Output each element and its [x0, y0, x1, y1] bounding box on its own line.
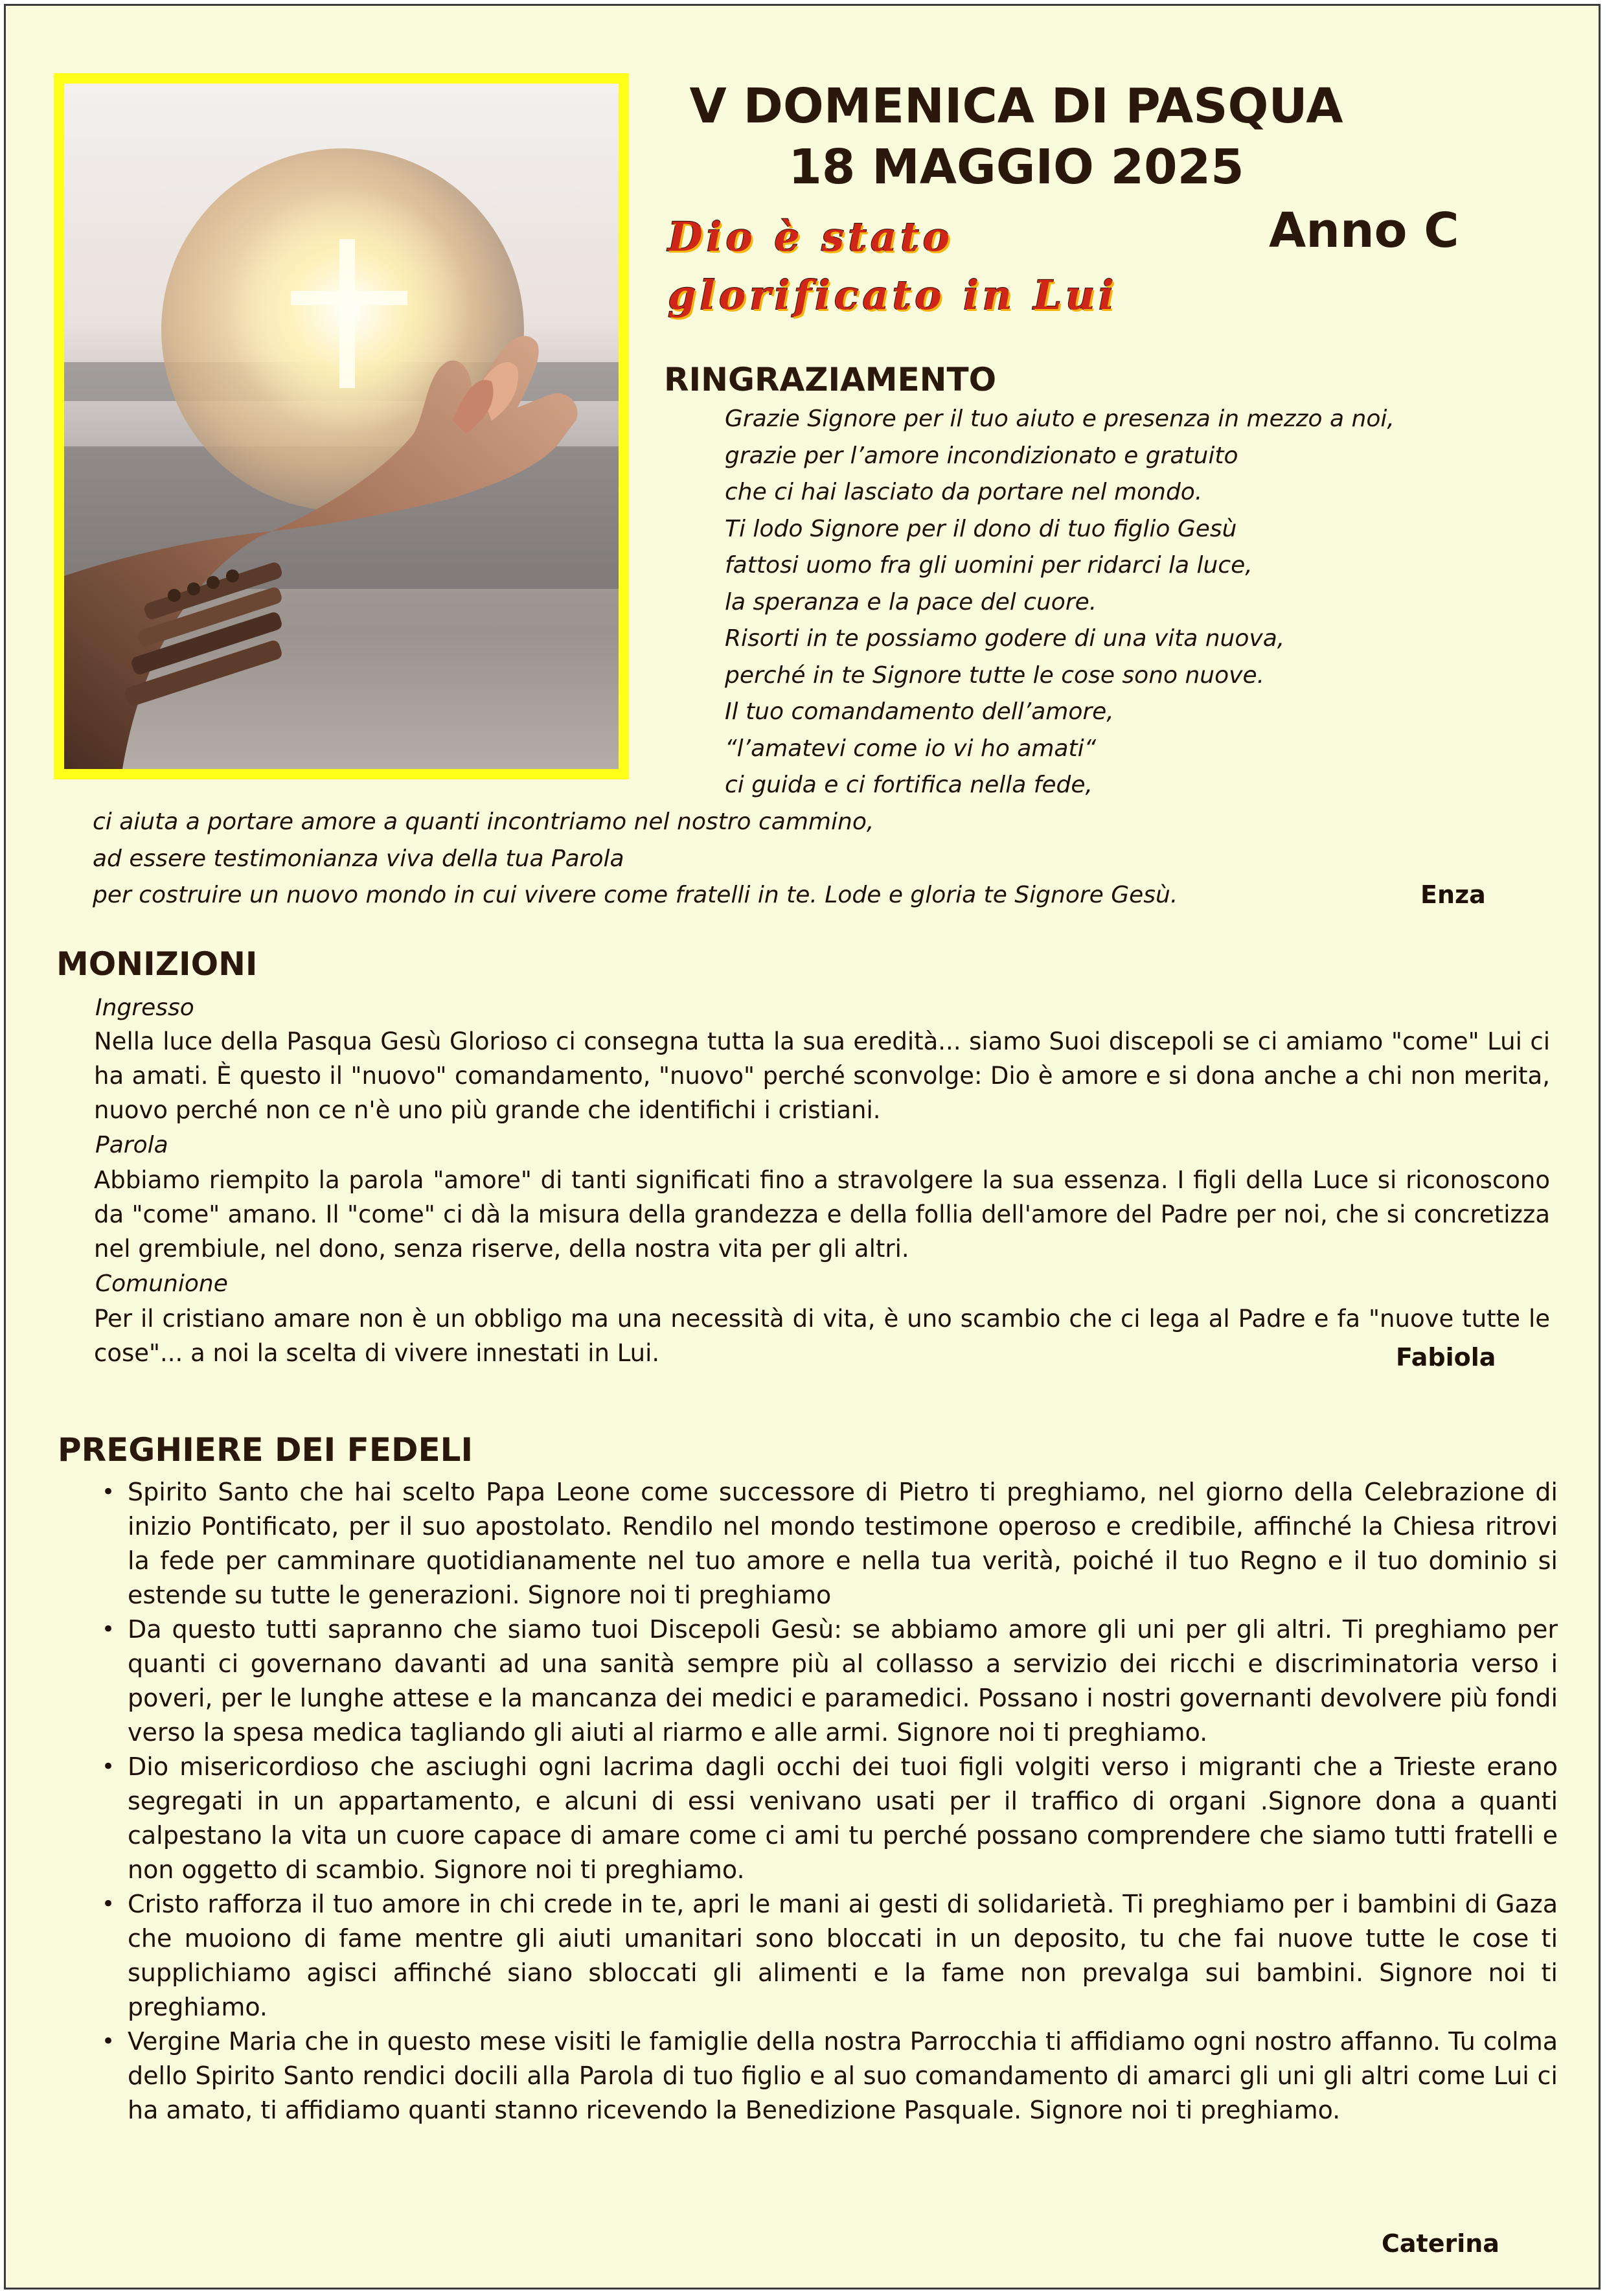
bullet-icon: •	[102, 1754, 115, 1780]
ringraziamento-heading: RINGRAZIAMENTO	[664, 361, 997, 398]
prayer-line: grazie per l’amore incondizionato e gratuito	[725, 442, 1238, 469]
prayer-line: la speranza e la pace del cuore.	[725, 588, 1097, 615]
bullet-icon: •	[102, 1891, 115, 1917]
bulletin-page	[4, 4, 1601, 2290]
prayer-line: ci guida e ci fortifica nella fede,	[725, 772, 1093, 798]
prayer-line: fattosi uomo fra gli uomini per ridarci la luce,	[725, 552, 1253, 579]
prayer-line: Risorti in te possiamo godere di una vita nuova,	[725, 625, 1285, 652]
bullet-icon: •	[102, 2028, 115, 2054]
bullet-icon: •	[102, 1616, 115, 1642]
monizioni-heading: MONIZIONI	[56, 945, 258, 983]
signature-enza: Enza	[1420, 880, 1486, 909]
prayer-text: Cristo rafforza il tuo amore in chi crede in te, apri le mani ai gesti di solidarietà. Ti preghiamo per i bambini di Gaza che muoiono di fame mentre gli aiuti umanitari sono bloccati in un deposito, tu che fai nuove tutte le cose ti supplichiamo agisci affinché siano sbloccati gli alimenti e la fame non prevalga sui bambini. Signore noi ti preghiamo.	[128, 1890, 1558, 2021]
parola-label: Parola	[95, 1132, 168, 1158]
prayer-line: Il tuo comandamento dell’amore,	[725, 698, 1114, 725]
signature-fabiola: Fabiola	[1396, 1343, 1496, 1372]
prayer-line: ci aiuta a portare amore a quanti incontriamo nel nostro cammino,	[93, 809, 874, 835]
prayer-line: Grazie Signore per il tuo aiuto e presenza in mezzo a noi,	[725, 406, 1395, 432]
title-line-2: 18 MAGGIO 2025	[788, 139, 1244, 195]
hand-sphere-photo	[54, 73, 629, 779]
preghiere-heading: PREGHIERE DEI FEDELI	[58, 1431, 473, 1469]
title-line-1: V DOMENICA DI PASQUA	[689, 78, 1343, 134]
prayer-line: per costruire un nuovo mondo in cui vivere come fratelli in te. Lode e gloria te Signore Gesù.	[93, 882, 1178, 908]
prayer-line: ad essere testimonianza viva della tua Parola	[93, 845, 624, 872]
prayer-text: Dio misericordioso che asciughi ogni lacrima dagli occhi dei tuoi figli volgiti verso i migranti che a Trieste erano segregati in un appartamento, e alcuni di essi venivano usati per il traffico di organi .Signore dona a quanti calpestano la vita un cuore capace di amare come ci ami tu perché possano comprendere che siamo tutti fratelli e non oggetto di scambio. Signore noi ti preghiamo.	[128, 1752, 1558, 1884]
signature-caterina: Caterina	[1382, 2229, 1499, 2258]
prayer-text: Da questo tutti sapranno che siamo tuoi Discepoli Gesù: se abbiamo amore gli uni per gli altri. Ti preghiamo per quanti ci governano davanti ad una sanità sempre più al collasso a servizio dei ricchi e discriminatoria verso i poveri, per le lunghe attese e la mancanza dei medici e paramedici. Possano i nostri governanti devolvere più fondi verso la spesa medica tagliando gli aiuti al riarmo e alle armi. Signore noi ti preghiamo.	[128, 1615, 1558, 1747]
ringraziamento-full-lines	[93, 804, 1178, 914]
prayer-text: Vergine Maria che in questo mese visiti le famiglie della nostra Parrocchia ti affidiamo ogni nostro affanno. Tu colma dello Spirito Santo rendici docili alla Parola di tuo figlio e al suo comandamento di amarci gli uni gli altri come Lui ci ha amato, ti affidiamo quanti stanno ricevendo la Benedizione Pasquale. Signore noi ti preghiamo.	[128, 2027, 1558, 2124]
motto-line-1: Dio è stato	[668, 213, 953, 260]
prayer-list	[97, 1475, 1558, 2128]
list-item	[97, 1750, 1558, 1887]
motto-line-2: glorificato in Lui	[668, 271, 1118, 319]
list-item	[97, 1613, 1558, 1750]
list-item	[97, 1887, 1558, 2025]
prayer-line: perché in te Signore tutte le cose sono nuove.	[725, 661, 1265, 689]
comunione-text: Per il cristiano amare non è un obbligo ma una necessità di vita, è uno scambio che ci lega al Padre e fa "nuove tutte le cose"... a noi la scelta di vivere innestati in Lui.	[94, 1305, 1550, 1367]
prayer-line: “l’amatevi come io vi ho amati“	[725, 735, 1097, 762]
parola-text: Abbiamo riempito la parola "amore" di tanti significati fino a stravolgere la sua essenza. I figli della Luce si riconoscono da "come" amano. Il "come" ci dà la misura della grandezza e della follia dell'amore del Padre per noi, che si concretizza nel grembiule, nel dono, senza riserve, della nostra vita per gli altri.	[94, 1166, 1550, 1263]
anno-label: Anno C	[1269, 203, 1459, 258]
list-item	[97, 1475, 1558, 1613]
ingresso-label: Ingresso	[95, 994, 194, 1021]
bullet-icon: •	[102, 1479, 115, 1505]
list-item	[97, 2025, 1558, 2128]
ingresso-text: Nella luce della Pasqua Gesù Glorioso ci consegna tutta la sua eredità... siamo Suoi discepoli se ci amiamo "come" Lui ci ha amati. È questo il "nuovo" comandamento, "nuovo" perché sconvolge: Dio è amore e si dona anche a chi non merita, nuovo perché non ce n'è uno più grande che identifichi i cristiani.	[94, 1027, 1550, 1124]
prayer-line: Ti lodo Signore per il dono di tuo figlio Gesù	[725, 515, 1237, 542]
prayer-line: che ci hai lasciato da portare nel mondo.	[725, 479, 1203, 505]
ringraziamento-indented-lines	[725, 401, 1395, 804]
comunione-label: Comunione	[95, 1270, 228, 1297]
prayer-text: Spirito Santo che hai scelto Papa Leone come successore di Pietro ti preghiamo, nel giorno della Celebrazione di inizio Pontificato, per il suo apostolato. Rendilo nel mondo testimone operoso e credibile, affinché la Chiesa ritrovi la fede per camminare quotidianamente nel tuo amore e nella tua verità, poiché il tuo Regno e il tuo dominio si estende su tutte le generazioni. Signore noi ti preghiamo	[128, 1478, 1558, 1609]
